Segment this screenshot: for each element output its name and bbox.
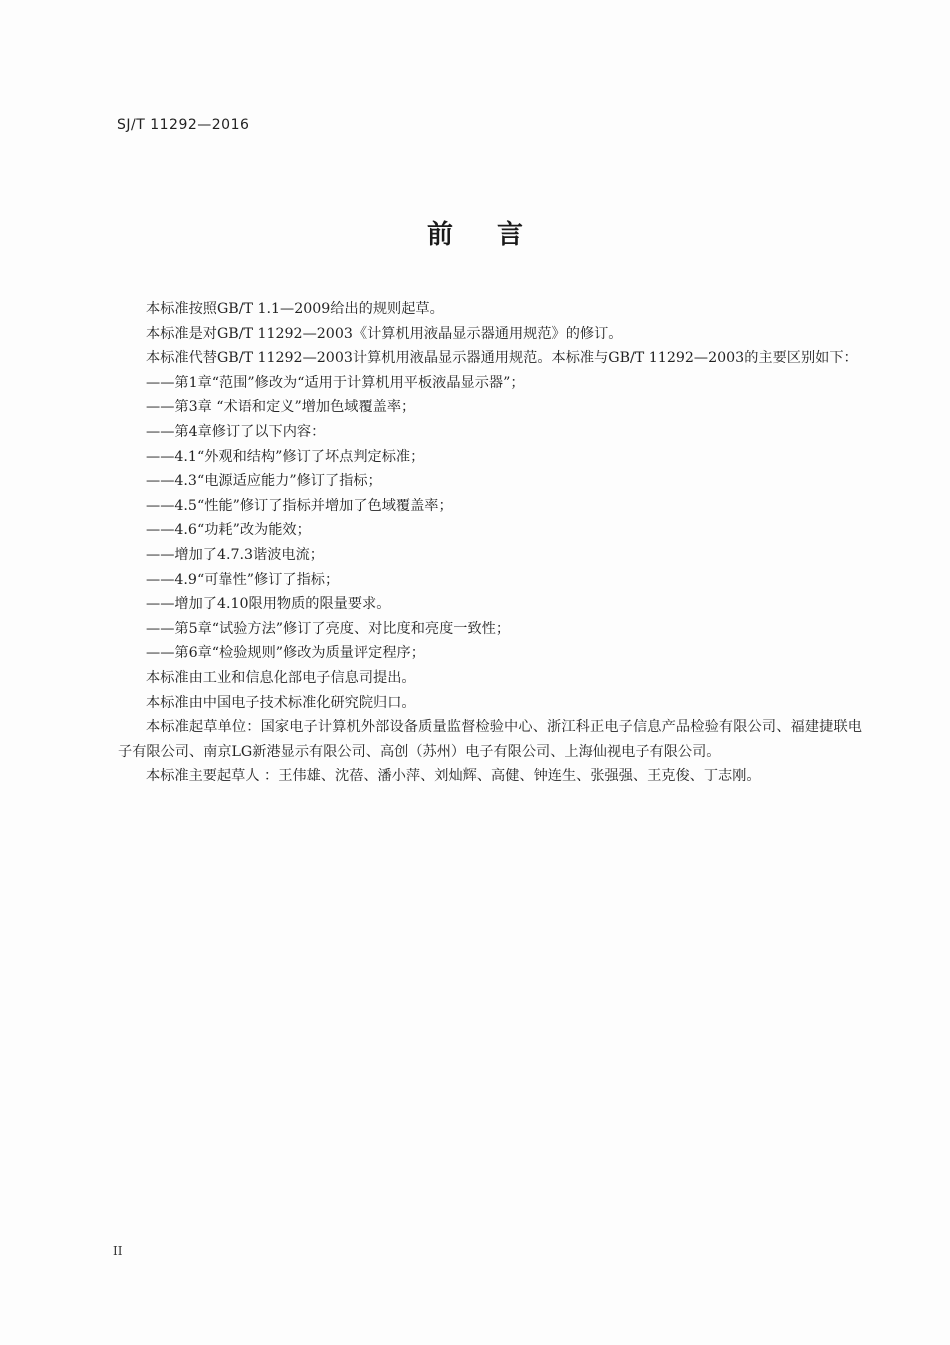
page-number: II <box>113 1244 123 1258</box>
foreword-body <box>118 297 862 789</box>
page-title: 前言 <box>426 220 567 250</box>
list-item: ——第5章“试验方法”修订了亮度、对比度和亮度一致性； <box>146 620 511 637</box>
standard-code-header: SJ/T 11292—2016 <box>117 117 250 133</box>
list-item: ——增加了4.7.3谐波电流； <box>146 546 324 563</box>
list-item: ——第3章 “术语和定义”增加色域覆盖率； <box>146 399 416 416</box>
list-item: ——第4章修订了以下内容： <box>146 423 326 440</box>
paragraph: 本标准主要起草人 ：王伟雄、沈蓓、潘小萍、刘灿辉、高健、钟连生、张强强、王克俊、丁志刚。 <box>146 768 761 785</box>
list-item: ——第1章“范围”修改为“适用于计算机用平板液晶显示器”； <box>146 374 525 391</box>
list-item: ——4.5“性能”修订了指标并增加了色域覆盖率； <box>146 497 453 514</box>
list-item: ——4.6“功耗”改为能效； <box>146 522 311 539</box>
list-item: ——增加了4.10限用物质的限量要求。 <box>146 596 391 613</box>
paragraph: 本标准按照GB/T 1.1—2009给出的规则起草。 <box>146 301 444 317</box>
paragraph: 本标准由中国电子技术标准化研究院归口。 <box>146 694 416 711</box>
list-item: ——4.1“外观和结构”修订了坏点判定标准； <box>146 448 425 465</box>
paragraph: 本标准是对GB/T 11292—2003《计算机用液晶显示器通用规范》的修订。 <box>146 325 623 342</box>
paragraph: 本标准由工业和信息化部电子信息司提出。 <box>146 669 416 686</box>
list-item: ——第6章“检验规则”修改为质量评定程序； <box>146 645 425 662</box>
list-item: ——4.9“可靠性”修订了指标； <box>146 571 340 588</box>
list-item: ——4.3“电源适应能力”修订了指标； <box>146 473 382 490</box>
paragraph: 本标准起草单位：国家电子计算机外部设备质量监督检验中心、浙江科正电子信息产品检验有限公司、福建捷联电子有限公司、南京LG新港显示有限公司、高创（苏州）电子有限公司、上海仙视电子有限公司。 <box>118 719 862 760</box>
paragraph: 本标准代替GB/T 11292—2003计算机用液晶显示器通用规范。本标准与GB/T 11292—2003的主要区别如下： <box>146 350 858 367</box>
